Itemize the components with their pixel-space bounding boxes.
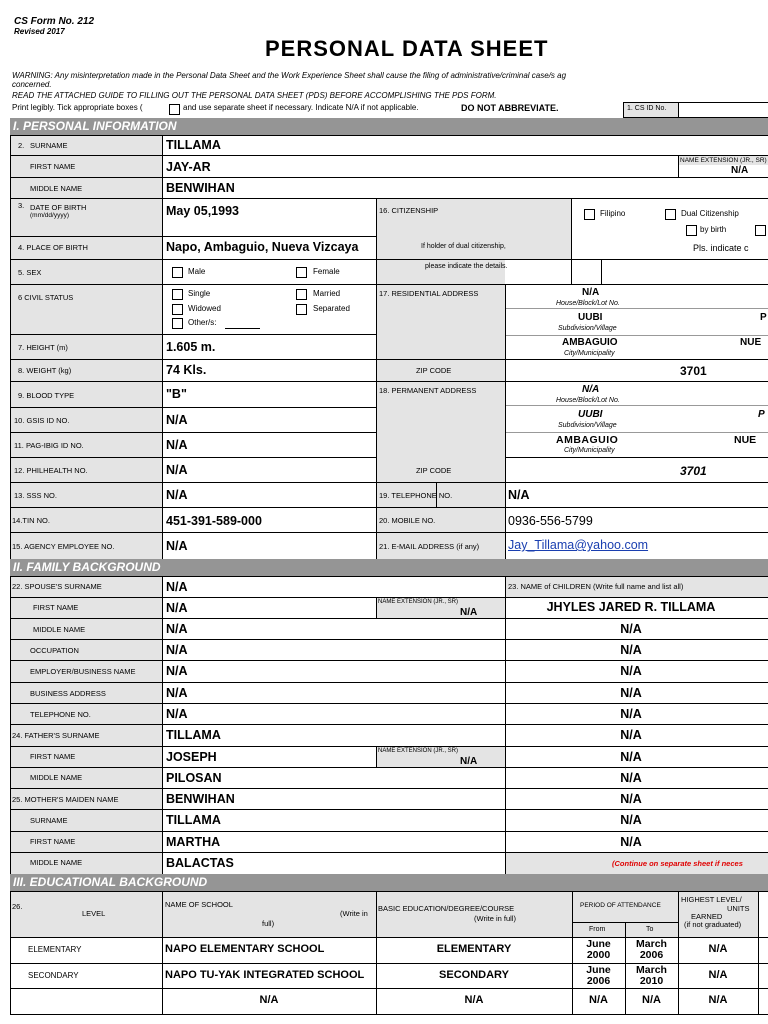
edu-school-write-in: (Write in bbox=[340, 909, 368, 918]
edu-from-month-0[interactable]: June bbox=[586, 938, 611, 950]
country-field[interactable] bbox=[601, 260, 768, 284]
spouse-first-value[interactable]: N/A bbox=[166, 601, 188, 615]
dual-citizenship-checkbox[interactable] bbox=[665, 209, 676, 220]
dual-citizenship-label: Dual Citizenship bbox=[681, 209, 739, 218]
separated-checkbox[interactable] bbox=[296, 304, 307, 315]
permanent-address-label: 18. PERMANENT ADDRESS bbox=[379, 386, 477, 395]
single-checkbox[interactable] bbox=[172, 289, 183, 300]
perm-subdivision-value[interactable]: UUBI bbox=[578, 409, 603, 420]
edu-highest-header-3: EARNED bbox=[691, 912, 723, 921]
edu-course-2[interactable]: N/A bbox=[464, 994, 484, 1006]
edu-to-month-0[interactable]: March bbox=[636, 938, 667, 950]
father-first-label: FIRST NAME bbox=[30, 752, 76, 761]
residential-address-label: 17. RESIDENTIAL ADDRESS bbox=[379, 289, 479, 298]
others-checkbox[interactable] bbox=[172, 318, 183, 329]
cs-id-label-cell bbox=[623, 102, 679, 118]
edu-school-2[interactable]: N/A bbox=[259, 994, 279, 1006]
child-name-11[interactable]: N/A bbox=[620, 835, 642, 849]
male-checkbox[interactable] bbox=[172, 267, 183, 278]
child-name-5[interactable]: N/A bbox=[620, 707, 642, 721]
mother-middle-label: MIDDLE NAME bbox=[30, 858, 83, 867]
dob-value[interactable]: May 05,1993 bbox=[166, 204, 239, 218]
philhealth-label: 12. PHILHEALTH NO. bbox=[14, 466, 88, 475]
child-name-6[interactable]: N/A bbox=[620, 728, 642, 742]
spouse-surname-value[interactable]: N/A bbox=[166, 580, 188, 594]
no-abbreviate-note: DO NOT ABBREVIATE. bbox=[461, 103, 559, 113]
edu-from-2[interactable]: N/A bbox=[589, 994, 608, 1006]
print-instruction-cont: and use separate sheet if necessary. Indicate N/A if not applicable. bbox=[183, 103, 419, 112]
mother-surname-value[interactable]: TILLAMA bbox=[166, 813, 221, 827]
email-label: 21. E-MAIL ADDRESS (if any) bbox=[379, 542, 480, 551]
res-zip-value[interactable]: 3701 bbox=[680, 364, 707, 378]
by-birth-checkbox[interactable] bbox=[686, 225, 697, 236]
perm-house-value[interactable]: N/A bbox=[582, 384, 600, 395]
father-surname-label: 24. FATHER'S SURNAME bbox=[12, 731, 100, 740]
child-name-2[interactable]: N/A bbox=[620, 643, 642, 657]
others-label: Other/s: bbox=[188, 318, 217, 327]
pls-indicate-label: Pls. indicate c bbox=[693, 243, 749, 253]
telephone-label: 19. TELEPHONE NO. bbox=[379, 491, 453, 500]
father-first-value[interactable]: JOSEPH bbox=[166, 750, 217, 764]
perm-zip-label: ZIP CODE bbox=[416, 466, 452, 475]
middle-name-value[interactable]: BENWIHAN bbox=[166, 181, 235, 195]
single-label: Single bbox=[188, 289, 211, 298]
gsis-label: 10. GSIS ID NO. bbox=[14, 416, 70, 425]
sex-label: 5. SEX bbox=[18, 268, 42, 277]
form-number: CS Form No. 212 bbox=[14, 16, 95, 27]
name-ext-label: NAME EXTENSION (JR., SR) bbox=[680, 157, 767, 164]
father-surname-value[interactable]: TILLAMA bbox=[166, 728, 221, 742]
father-ext-value[interactable]: N/A bbox=[460, 756, 478, 767]
dob-num: 3. bbox=[18, 201, 25, 210]
mother-first-label: FIRST NAME bbox=[30, 837, 76, 846]
widowed-label: Widowed bbox=[188, 304, 221, 313]
dob-format: (mm/dd/yyyy) bbox=[30, 212, 69, 219]
spouse-ext-label: NAME EXTENSION (JR., SR) bbox=[378, 599, 459, 605]
tin-label: 14.TIN NO. bbox=[12, 516, 50, 525]
edu-to-year-0[interactable]: 2006 bbox=[639, 949, 664, 961]
dual-note-1: If holder of dual citizenship, bbox=[421, 243, 506, 250]
widowed-checkbox[interactable] bbox=[172, 304, 183, 315]
edu-highest-0[interactable]: N/A bbox=[708, 943, 728, 955]
edu-school-full: full) bbox=[262, 919, 275, 928]
perm-street-value[interactable]: P bbox=[758, 409, 765, 420]
sss-value[interactable]: N/A bbox=[166, 488, 188, 502]
citizenship-bg bbox=[505, 198, 571, 259]
by-birth-label: by birth bbox=[700, 225, 727, 234]
pob-label: 4. PLACE OF BIRTH bbox=[18, 243, 88, 252]
mother-maiden-value[interactable]: BENWIHAN bbox=[166, 792, 235, 806]
pob-value[interactable]: Napo, Ambaguio, Nueva Vizcaya bbox=[166, 240, 359, 254]
perm-subdivision-caption: Subdivision/Village bbox=[558, 422, 617, 429]
spouse-telephone-value[interactable]: N/A bbox=[166, 707, 188, 721]
edu-from-header: From bbox=[589, 926, 606, 933]
edu-to-month-1[interactable]: March bbox=[636, 964, 667, 976]
warning-text-cont: concerned. bbox=[12, 80, 52, 89]
name-ext-value[interactable]: N/A bbox=[731, 165, 749, 176]
mobile-value[interactable]: 0936-556-5799 bbox=[508, 514, 593, 528]
father-ext-label: NAME EXTENSION (JR., SR) bbox=[378, 748, 459, 754]
child-name-9[interactable]: N/A bbox=[620, 792, 642, 806]
mobile-label: 20. MOBILE NO. bbox=[379, 516, 436, 525]
edu-course-header: BASIC EDUCATION/DEGREE/COURSE bbox=[378, 904, 515, 913]
section-personal-info-header: I. PERSONAL INFORMATION bbox=[10, 118, 768, 135]
female-checkbox[interactable] bbox=[296, 267, 307, 278]
res-province-value[interactable]: NUE bbox=[740, 337, 762, 348]
print-instruction: Print legibly. Tick appropriate boxes ( bbox=[12, 103, 143, 112]
spouse-middle-value[interactable]: N/A bbox=[166, 622, 188, 636]
label-column-bg-right bbox=[376, 198, 505, 559]
separated-label: Separated bbox=[313, 304, 350, 313]
res-city-value[interactable]: AMBAGUIO bbox=[562, 337, 618, 348]
edu-highest-header-4: (if not graduated) bbox=[684, 920, 742, 929]
email-link[interactable]: Jay_Tillama@yahoo.com bbox=[508, 538, 649, 552]
blood-type-value[interactable]: "B" bbox=[166, 387, 187, 401]
edu-highest-header-1: HIGHEST LEVEL/ bbox=[681, 895, 742, 904]
filipino-label: Filipino bbox=[600, 209, 626, 218]
children-label: 23. NAME of CHILDREN (Write full name and list all) bbox=[508, 582, 684, 591]
edu-period-header: PERIOD OF ATTENDANCE bbox=[580, 902, 661, 909]
res-city-caption: City/Municipality bbox=[564, 350, 615, 357]
surname-value[interactable]: TILLAMA bbox=[166, 138, 221, 152]
perm-province-value[interactable]: NUE bbox=[734, 434, 757, 446]
edu-school-header: NAME OF SCHOOL bbox=[165, 900, 233, 909]
gsis-value[interactable]: N/A bbox=[166, 413, 188, 427]
warning-text: WARNING: Any misinterpretation made in the Personal Data Sheet and the Work Experience Sheet shall cause the filing of administrative/criminal case/s ag bbox=[12, 71, 567, 80]
occupation-value[interactable]: N/A bbox=[166, 643, 188, 657]
edu-course-0[interactable]: ELEMENTARY bbox=[436, 943, 512, 955]
sample-checkbox bbox=[169, 104, 180, 115]
edu-course-subheader: (Write in full) bbox=[474, 914, 516, 923]
height-value[interactable]: 1.605 m. bbox=[166, 340, 216, 354]
spouse-telephone-label: TELEPHONE NO. bbox=[30, 710, 91, 719]
child-name-10[interactable]: N/A bbox=[620, 813, 642, 827]
continue-note: (Continue on separate sheet if neces bbox=[612, 859, 743, 868]
section-education-header: III. EDUCATIONAL BACKGROUND bbox=[10, 874, 768, 891]
edu-to-2[interactable]: N/A bbox=[642, 994, 661, 1006]
married-label: Married bbox=[313, 289, 341, 298]
weight-label: 8. WEIGHT (kg) bbox=[18, 366, 72, 375]
section-family-background-header: II. FAMILY BACKGROUND bbox=[10, 559, 768, 576]
first-name-value[interactable]: JAY-AR bbox=[166, 160, 211, 174]
res-house-value[interactable]: N/A bbox=[582, 287, 600, 298]
female-label: Female bbox=[313, 267, 340, 276]
child-name-8[interactable]: N/A bbox=[620, 771, 642, 785]
married-checkbox[interactable] bbox=[296, 289, 307, 300]
occupation-label: OCCUPATION bbox=[30, 646, 79, 655]
edu-course-1[interactable]: SECONDARY bbox=[439, 969, 509, 981]
edu-level-1: SECONDARY bbox=[28, 971, 79, 980]
surname-label: SURNAME bbox=[30, 141, 68, 150]
cs-id-label: 1. CS ID No. bbox=[627, 105, 667, 112]
civil-status-label: 6 CIVIL STATUS bbox=[18, 293, 74, 302]
child-name-3[interactable]: N/A bbox=[620, 664, 642, 678]
edu-school-0[interactable]: NAPO ELEMENTARY SCHOOL bbox=[165, 943, 325, 955]
res-zip-label: ZIP CODE bbox=[416, 366, 452, 375]
edu-school-1[interactable]: NAPO TU-YAK INTEGRATED SCHOOL bbox=[165, 969, 365, 981]
sss-label: 13. SSS NO. bbox=[14, 491, 57, 500]
read-guide-text: READ THE ATTACHED GUIDE TO FILLING OUT THE PERSONAL DATA SHEET (PDS) BEFORE ACCOMPLISHING THE PDS FORM. bbox=[12, 91, 497, 100]
res-subdivision-value[interactable]: UUBI bbox=[578, 312, 603, 323]
child-name-7[interactable]: N/A bbox=[620, 750, 642, 764]
mother-maiden-label: 25. MOTHER'S MAIDEN NAME bbox=[12, 795, 119, 804]
pagibig-label: 11. PAG-IBIG ID NO. bbox=[14, 441, 84, 450]
res-subdivision-caption: Subdivision/Village bbox=[558, 325, 617, 332]
spouse-surname-label: 22. SPOUSE'S SURNAME bbox=[12, 582, 102, 591]
mother-surname-label: SURNAME bbox=[30, 816, 68, 825]
perm-house-caption: House/Block/Lot No. bbox=[556, 397, 620, 404]
spouse-ext-value[interactable]: N/A bbox=[460, 607, 478, 618]
form-revision: Revised 2017 bbox=[14, 27, 65, 36]
spouse-first-label: FIRST NAME bbox=[33, 603, 79, 612]
citizenship-label: 16. CITIZENSHIP bbox=[379, 206, 439, 215]
dob-label: DATE OF BIRTH bbox=[30, 203, 87, 212]
agency-value[interactable]: N/A bbox=[166, 539, 188, 553]
child-name-0[interactable]: JHYLES JARED R. TILLAMA bbox=[546, 600, 716, 614]
father-middle-label: MIDDLE NAME bbox=[30, 773, 83, 782]
cs-id-field[interactable] bbox=[678, 102, 768, 118]
height-label: 7. HEIGHT (m) bbox=[18, 343, 68, 352]
edu-to-header: To bbox=[646, 926, 654, 933]
edu-from-year-0[interactable]: 2000 bbox=[586, 949, 611, 961]
first-name-label: FIRST NAME bbox=[30, 162, 76, 171]
perm-city-value[interactable]: AMBAGUIO bbox=[556, 434, 619, 446]
mother-middle-value[interactable]: BALACTAS bbox=[166, 856, 234, 870]
by-naturalization-checkbox[interactable] bbox=[755, 225, 766, 236]
family-label-bg bbox=[10, 576, 162, 874]
dual-note-2: please indicate the details. bbox=[425, 263, 508, 270]
edu-from-year-1[interactable]: 2006 bbox=[586, 975, 611, 987]
perm-zip-value[interactable]: 3701 bbox=[680, 464, 707, 478]
page-title: PERSONAL DATA SHEET bbox=[265, 36, 549, 61]
agency-label: 15. AGENCY EMPLOYEE NO. bbox=[12, 542, 115, 551]
business-address-value[interactable]: N/A bbox=[166, 686, 188, 700]
employer-label: EMPLOYER/BUSINESS NAME bbox=[30, 667, 136, 676]
edu-level-0: ELEMENTARY bbox=[28, 945, 82, 954]
edu-highest-header-2: UNITS bbox=[727, 904, 750, 913]
blood-type-label: 9. BLOOD TYPE bbox=[18, 391, 75, 400]
edu-from-month-1[interactable]: June bbox=[586, 964, 611, 976]
edu-to-year-1[interactable]: 2010 bbox=[639, 975, 664, 987]
child-name-1[interactable]: N/A bbox=[620, 622, 642, 636]
surname-num: 2. bbox=[18, 141, 25, 150]
father-middle-value[interactable]: PILOSAN bbox=[166, 771, 222, 785]
edu-num: 26. bbox=[12, 902, 23, 911]
business-address-label: BUSINESS ADDRESS bbox=[30, 689, 106, 698]
res-street-value[interactable]: P bbox=[760, 312, 767, 323]
middle-name-label: MIDDLE NAME bbox=[30, 184, 83, 193]
edu-highest-2[interactable]: N/A bbox=[708, 994, 728, 1006]
filipino-checkbox[interactable] bbox=[584, 209, 595, 220]
telephone-value[interactable]: N/A bbox=[508, 488, 530, 502]
weight-value[interactable]: 74 Kls. bbox=[166, 363, 207, 377]
perm-city-caption: City/Municipality bbox=[564, 447, 615, 454]
employer-value[interactable]: N/A bbox=[166, 664, 188, 678]
philhealth-value[interactable]: N/A bbox=[166, 463, 188, 477]
tin-value[interactable]: 451-391-589-000 bbox=[166, 514, 262, 528]
mother-first-value[interactable]: MARTHA bbox=[166, 835, 221, 849]
spouse-middle-label: MIDDLE NAME bbox=[33, 625, 86, 634]
edu-highest-1[interactable]: N/A bbox=[708, 969, 728, 981]
male-label: Male bbox=[188, 267, 206, 276]
edu-level-header: LEVEL bbox=[82, 909, 106, 918]
res-house-caption: House/Block/Lot No. bbox=[556, 300, 620, 307]
child-name-4[interactable]: N/A bbox=[620, 686, 642, 700]
pagibig-value[interactable]: N/A bbox=[166, 438, 188, 452]
